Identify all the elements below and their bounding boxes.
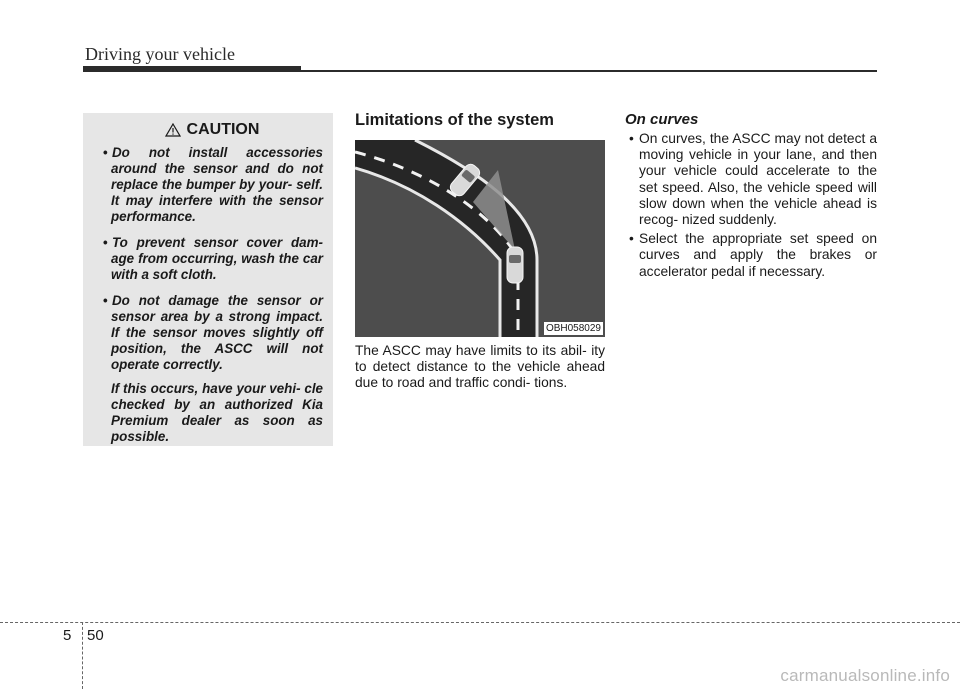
header-rule-thin	[301, 70, 877, 72]
curves-item: • On curves, the ASCC may not detect a moving vehicle in your lane, and then your vehicle could accelerate to the set speed. Also, the vehicle speed will slow down when the vehicle ahead is recog- nized suddenly.	[625, 131, 877, 228]
subsection-title-on-curves: On curves	[625, 111, 699, 128]
caution-heading-label: CAUTION	[186, 121, 260, 138]
caution-item: • Do not install accessories around the sensor and do not replace the bumper by your- self. It may interfere with the sensor performance.	[101, 145, 323, 225]
footer-rule	[0, 622, 960, 623]
curves-item: • Select the appropriate set speed on curves and apply the brakes or accelerator pedal if necessary.	[625, 231, 877, 280]
caution-item: • To prevent sensor cover dam- age from occurring, wash the car with a soft cloth.	[101, 235, 323, 283]
limitations-body: The ASCC may have limits to its abil- ity to detect distance to the vehicle ahead due to road and traffic condi- tions.	[355, 343, 605, 391]
curves-list	[625, 131, 877, 283]
section-title-limitations: Limitations of the system	[355, 111, 554, 129]
caution-item: • Do not damage the sensor or sensor area by a strong impact. If the sensor moves slightly off position, the ASCC will not operate correctly.	[101, 293, 323, 373]
caution-box	[83, 113, 333, 446]
page-header-title: Driving your vehicle	[85, 44, 235, 64]
page-number: 50	[87, 627, 104, 644]
curve-illustration	[355, 140, 605, 337]
caution-heading	[101, 121, 323, 139]
warning-triangle-icon	[165, 123, 181, 137]
header-rule-thick	[83, 66, 301, 72]
caution-note: If this occurs, have your vehi- cle checked by an authorized Kia Premium dealer as soon as possible.	[111, 381, 323, 444]
footer-vertical-rule	[82, 622, 83, 689]
chapter-number: 5	[63, 627, 72, 644]
watermark: carmanualsonline.info	[780, 666, 950, 685]
figure-code: OBH058029	[545, 323, 601, 334]
caution-list	[101, 145, 323, 373]
curve-road-image	[355, 140, 605, 337]
